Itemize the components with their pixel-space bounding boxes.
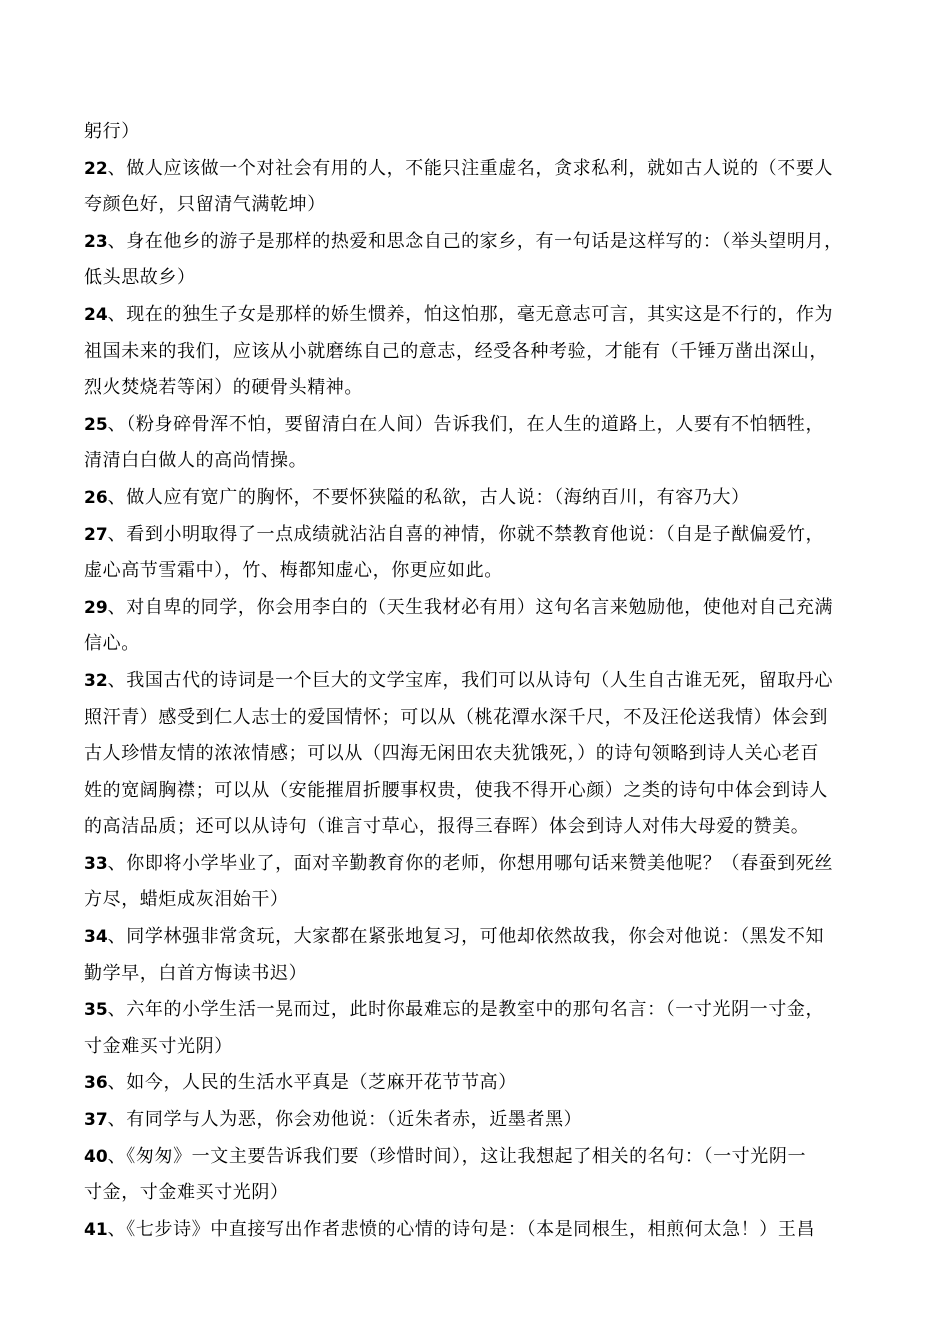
line-text: 虚心高节雪霜中），竹、梅都知虚心，你更应如此。: [84, 560, 503, 582]
text-line: [84, 663, 856, 700]
item-number: 41: [84, 1219, 108, 1240]
line-text: 烈火焚烧若等闲）的硬骨头精神。: [84, 377, 363, 399]
text-line: [84, 297, 856, 334]
item-number: 35: [84, 1000, 108, 1021]
text-line: [84, 846, 856, 883]
text-line: [84, 370, 856, 407]
text-line: [84, 626, 856, 663]
line-text: 夸颜色好，只留清气满乾坤）: [84, 194, 326, 216]
item-number: 24: [84, 304, 108, 325]
text-line: [84, 517, 856, 554]
text-line: [84, 187, 856, 224]
line-text: 寸金难买寸光阴）: [84, 1035, 233, 1057]
item-number: 34: [84, 927, 108, 948]
line-text: 、（粉身碎骨浑不怕，要留清白在人间）告诉我们，在人生的道路上，人要有不怕牺牲，: [107, 413, 825, 435]
line-text: 、看到小明取得了一点成绩就沾沾自喜的神情，你就不禁教育他说：（自是子猷偏爱竹，: [107, 523, 825, 545]
text-line: [84, 736, 856, 773]
text-line: [84, 407, 856, 444]
text-line: [84, 700, 856, 737]
item-number: 27: [84, 524, 108, 545]
line-text: 祖国未来的我们，应该从小就磨练自己的意志，经受各种考验，才能有（千锤万凿出深山，: [84, 340, 828, 362]
item-number: 25: [84, 414, 108, 435]
line-text: 低头思故乡）: [84, 267, 196, 289]
text-line: [84, 260, 856, 297]
text-line: [84, 553, 856, 590]
line-text: 照汗青）感受到仁人志士的爱国情怀；可以从（桃花潭水深千尺，不及汪伦送我情）体会到: [84, 706, 828, 728]
text-line: [84, 956, 856, 993]
line-text: 方尽，蜡炬成灰泪始干）: [84, 889, 289, 911]
text-line: [84, 480, 856, 517]
text-line: [84, 919, 856, 956]
line-text: 、有同学与人为恶，你会劝他说：（近朱者赤，近墨者黑）: [107, 1109, 583, 1131]
item-number: 32: [84, 670, 108, 691]
text-line: [84, 882, 856, 919]
line-text: 姓的宽阔胸襟；可以从（安能摧眉折腰事权贵，使我不得开心颜）之类的诗句中体会到诗人: [84, 779, 828, 801]
text-line: [84, 1102, 856, 1139]
line-text: 、六年的小学生活一晃而过，此时你最难忘的是教室中的那句名言：（一寸光阴一寸金，: [107, 999, 825, 1021]
text-line: [84, 114, 856, 151]
line-text: 、身在他乡的游子是那样的热爱和思念自己的家乡，有一句话是这样写的：（举头望明月，: [107, 230, 843, 252]
item-number: 26: [84, 487, 108, 508]
line-text: 信心。: [84, 633, 140, 655]
line-text: 、如今，人民的生活水平真是（芝麻开花节节高）: [107, 1072, 517, 1094]
text-line: [84, 1029, 856, 1066]
text-line: [84, 151, 856, 188]
text-line: [84, 334, 856, 371]
line-text: 勤学早，白首方悔读书迟）: [84, 962, 308, 984]
item-number: 33: [84, 853, 108, 874]
line-text: 、《匆匆》一文主要告诉我们要（珍惜时间），这让我想起了相关的名句：（一寸光阴一: [107, 1145, 807, 1167]
line-text: 古人珍惜友情的浓浓情感；可以从（四海无闲田农夫犹饿死，）的诗句领略到诗人关心老百: [84, 743, 819, 765]
line-text: 的高洁品质；还可以从诗句（谁言寸草心，报得三春晖）体会到诗人对伟大母爱的赞美。: [84, 816, 810, 838]
line-text: 、同学林强非常贪玩，大家都在紧张地复习，可他却依然故我，你会对他说：（黑发不知: [107, 926, 825, 948]
text-line: [84, 809, 856, 846]
line-text: 、对自卑的同学，你会用李白的（天生我材必有用）这句名言来勉励他，使他对自己充满: [107, 596, 834, 618]
item-number: 22: [84, 158, 108, 179]
item-number: 37: [84, 1110, 108, 1131]
text-line: [84, 590, 856, 627]
line-text: 寸金，寸金难买寸光阴）: [84, 1182, 289, 1204]
item-number: 23: [84, 231, 108, 252]
item-number: 29: [84, 597, 108, 618]
line-text: 、做人应该做一个对社会有用的人，不能只注重虚名，贪求私利，就如古人说的（不要人: [107, 157, 834, 179]
text-line: [84, 1212, 856, 1249]
text-line: [84, 1139, 856, 1176]
item-number: 36: [84, 1073, 108, 1094]
text-line: [84, 1065, 856, 1102]
line-text: 、做人应有宽广的胸怀，不要怀狭隘的私欲，古人说：（海纳百川，有容乃大）: [107, 486, 750, 508]
line-text: 清清白白做人的高尚情操。: [84, 450, 308, 472]
text-line: [84, 1175, 856, 1212]
text-line: [84, 443, 856, 480]
line-text: 、现在的独生子女是那样的娇生惯养，怕这怕那，毫无意志可言，其实这是不行的，作为: [107, 303, 834, 325]
line-text: 、我国古代的诗词是一个巨大的文学宝库，我们可以从诗句（人生自古谁无死，留取丹心: [107, 669, 834, 691]
text-line: [84, 992, 856, 1029]
line-text: 躬行）: [84, 121, 140, 142]
item-number: 40: [84, 1146, 108, 1167]
text-line: [84, 224, 856, 261]
text-body: [84, 114, 856, 1248]
text-line: [84, 773, 856, 810]
line-text: 、你即将小学毕业了，面对辛勤教育你的老师，你想用哪句话来赞美他呢？（春蚕到死丝: [107, 852, 834, 874]
line-text: 、《七步诗》中直接写出作者悲愤的心情的诗句是：（本是同根生，相煎何太急！）王昌: [107, 1218, 816, 1240]
